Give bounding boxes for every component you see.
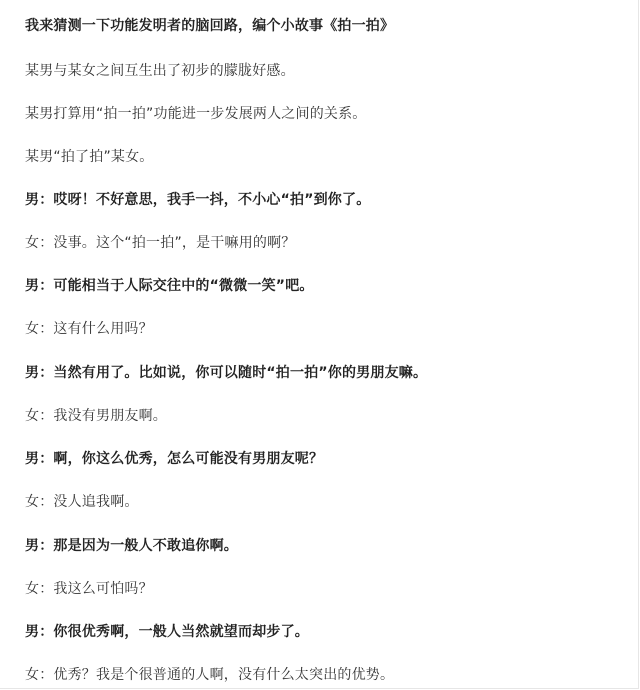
article-paragraph: 女：我没有男朋友啊。 bbox=[25, 408, 167, 424]
article-paragraph: 男：可能相当于人际交往中的“微微一笑”吧。 bbox=[25, 278, 314, 294]
article-paragraph: 男：当然有用了。比如说，你可以随时“拍一拍”你的男朋友嘛。 bbox=[25, 365, 428, 381]
article-paragraph: 女：没人追我啊。 bbox=[25, 494, 139, 510]
article-paragraph: 男：那是因为一般人不敢追你啊。 bbox=[25, 538, 238, 554]
article-paragraph: 我来猜测一下功能发明者的脑回路，编个小故事《拍一拍》 bbox=[25, 18, 395, 34]
article-paragraph: 男：啊，你这么优秀，怎么可能没有男朋友呢？ bbox=[25, 451, 324, 467]
article-paragraph: 男：你很优秀啊，一般人当然就望而却步了。 bbox=[25, 624, 309, 640]
article-paragraph: 女：这有什么用吗？ bbox=[25, 321, 153, 337]
article-paragraph: 某男打算用“拍一拍”功能进一步发展两人之间的关系。 bbox=[25, 106, 367, 122]
article-paragraph: 男：哎呀！不好意思，我手一抖，不小心“拍”到你了。 bbox=[25, 192, 371, 208]
article-paragraph: 某男与某女之间互生出了初步的朦胧好感。 bbox=[25, 63, 295, 79]
article-paragraph: 女：没事。这个“拍一拍”，是干嘛用的啊？ bbox=[25, 235, 296, 251]
article-paragraph: 女：优秀？我是个很普通的人啊，没有什么太突出的优势。 bbox=[25, 667, 395, 683]
article-paragraph: 女：我这么可怕吗？ bbox=[25, 581, 153, 597]
article-paragraph: 某男“拍了拍”某女。 bbox=[25, 149, 154, 165]
